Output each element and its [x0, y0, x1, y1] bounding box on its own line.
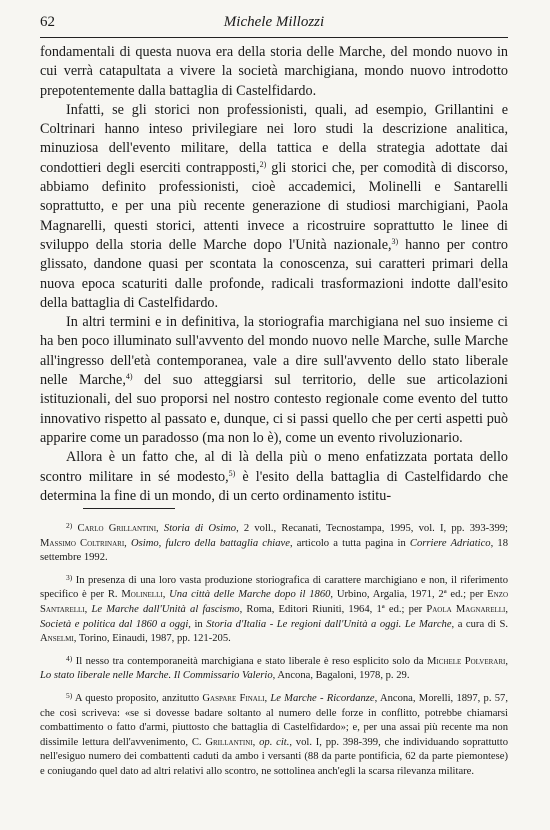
main-text — [40, 43, 508, 506]
footnote-ref-5[interactable]: 5) — [228, 468, 236, 478]
footnote-separator — [83, 508, 175, 509]
page-number: 62 — [40, 14, 55, 30]
paragraph-2: Infatti, se gli storici non professionisti, quali, ad esempio, Grillantini e Coltrinari hanno inteso privilegiare nei loro studi la descrizione analitica, minuziosa dell'evento militare, della tattica e della strategia adottate dai condottieri degli eserciti contrapposti,$^{2)}$ gli storici che, per comodità di discorso, abbiamo definito professionisti, cioè accademici, Molinelli e Santarelli soprattutto, e per una più recente generazione di studiosi marchigiani, Paola Magnarelli, questi storici, attenti invece a ricostruire soprattutto le linee di sviluppo della storia delle Marche dopo l'Unità nazionale,$^{3)}$ hanno per contro glissato, dandone quasi per scontata la conoscenza, sui caratteri primari della nuova epoca scaturiti dalle profonde, radicali trasformazioni indotte dall'esito della battaglia di Castelfidardo. — [40, 101, 508, 311]
paragraph-3: In altri termini e in definitiva, la storiografia marchigiana nel suo insieme ci ha ben poco illuminato sull'avvento del mondo nuovo nelle Marche, sulle Marche all'ingresso dell'età contemporanea, vale a dire sull'avvento dello stato liberale nelle Marche,$^{4)}$ del suo atteggiarsi sul territorio, delle sue articolazioni istituzionali, del suo proporsi nel nostro contesto regionale come evento del tutto innovativo rispetto al passato e, dunque, ci si passi quello che per certi aspetti può apparire come un paradosso (ma non lo è), come un evento rivoluzionario. — [40, 314, 508, 446]
footnote-ref-4[interactable]: 4) — [125, 372, 133, 382]
footnote-2: $^{2)}$ Carlo Grillantini, Storia di Osimo, 2 voll., Recanati, Tecnostampa, 1995, vol. I, pp. 393-399; Massimo Coltrinari, Osimo, fulcro della battaglia chiave, articolo a tutta pagina in Corriere Adriatico, 18 settembre 1992. — [40, 521, 509, 564]
paragraph-4: Allora è un fatto che, al di là della più o meno enfatizzata portata dello scontro militare in sé modesto,$^{5)}$ è l'esito della battaglia di Castelfidardo che determina la fine di un mondo, di un certo ordinamento istitu- — [40, 449, 508, 504]
footnote-5: $^{5)}$ A questo proposito, anzitutto Gaspare Finali, Le Marche - Ricordanze, Ancona, Morelli, 1897, p. 57, che così scriveva: «se si dovesse badare soltanto al numero delle forze in conflitto, potrebbe chiamarsi combattimento o fatto d'armi, piuttosto che battaglia di Castelfidardo»; e, per una assai più recente ma non dissimile lettura dell'avvenimento, C. Grillantini, op. cit., vol. I, pp. 398-399, che individuando soprattutto nell'esiguo numero dei combattenti caduti da ambo i versanti (88 da parte pontificia, 62 da parte piemontese) e coniugando quel dato ad altri relativi allo scontro, ne sottolinea anch'egli la scarsa rilevanza militare. — [40, 690, 508, 777]
header-rule — [40, 37, 508, 38]
running-head: Michele Millozzi — [223, 14, 325, 30]
page-header — [40, 14, 508, 36]
footnote-3: $^{3)}$ In presenza di una loro vasta produzione storiografica di carattere marchigiano e non, il riferimento specifico è per R. Molinelli, Una città delle Marche dopo il 1860, Urbino, Argalia, 1971, 2ª ed.; per Enzo Santarelli, Le Marche dall'Unità al fascismo, Roma, Editori Riuniti, 1964, 1ª ed.; per Paola Magnarelli, Società e politica dal 1860 a oggi, in Storia d'Italia - Le regioni dall'Unità a oggi. Le Marche, a cura di S. Anselmi, Torino, Einaudi, 1987, pp. 121-205. — [40, 572, 509, 645]
footnotes — [40, 522, 508, 788]
footnote-4: $^{4)}$ Il nesso tra contemporaneità marchigiana e stato liberale è reso esplicito solo da Michele Polverari, Lo stato liberale nelle Marche. Il Commissario Valerio, Ancona, Bagaloni, 1978, p. 29. — [40, 653, 509, 682]
footnote-ref-3[interactable]: 3) — [391, 236, 399, 246]
footnote-ref-2[interactable]: 2) — [259, 159, 267, 169]
paragraph-1: fondamentali di questa nuova era della storia delle Marche, del mondo nuovo in cui verrà catapultata a vivere la società marchigiana, mondo nuovo introdotto prepotentemente dalla battaglia di Castelfidardo. — [40, 44, 508, 99]
